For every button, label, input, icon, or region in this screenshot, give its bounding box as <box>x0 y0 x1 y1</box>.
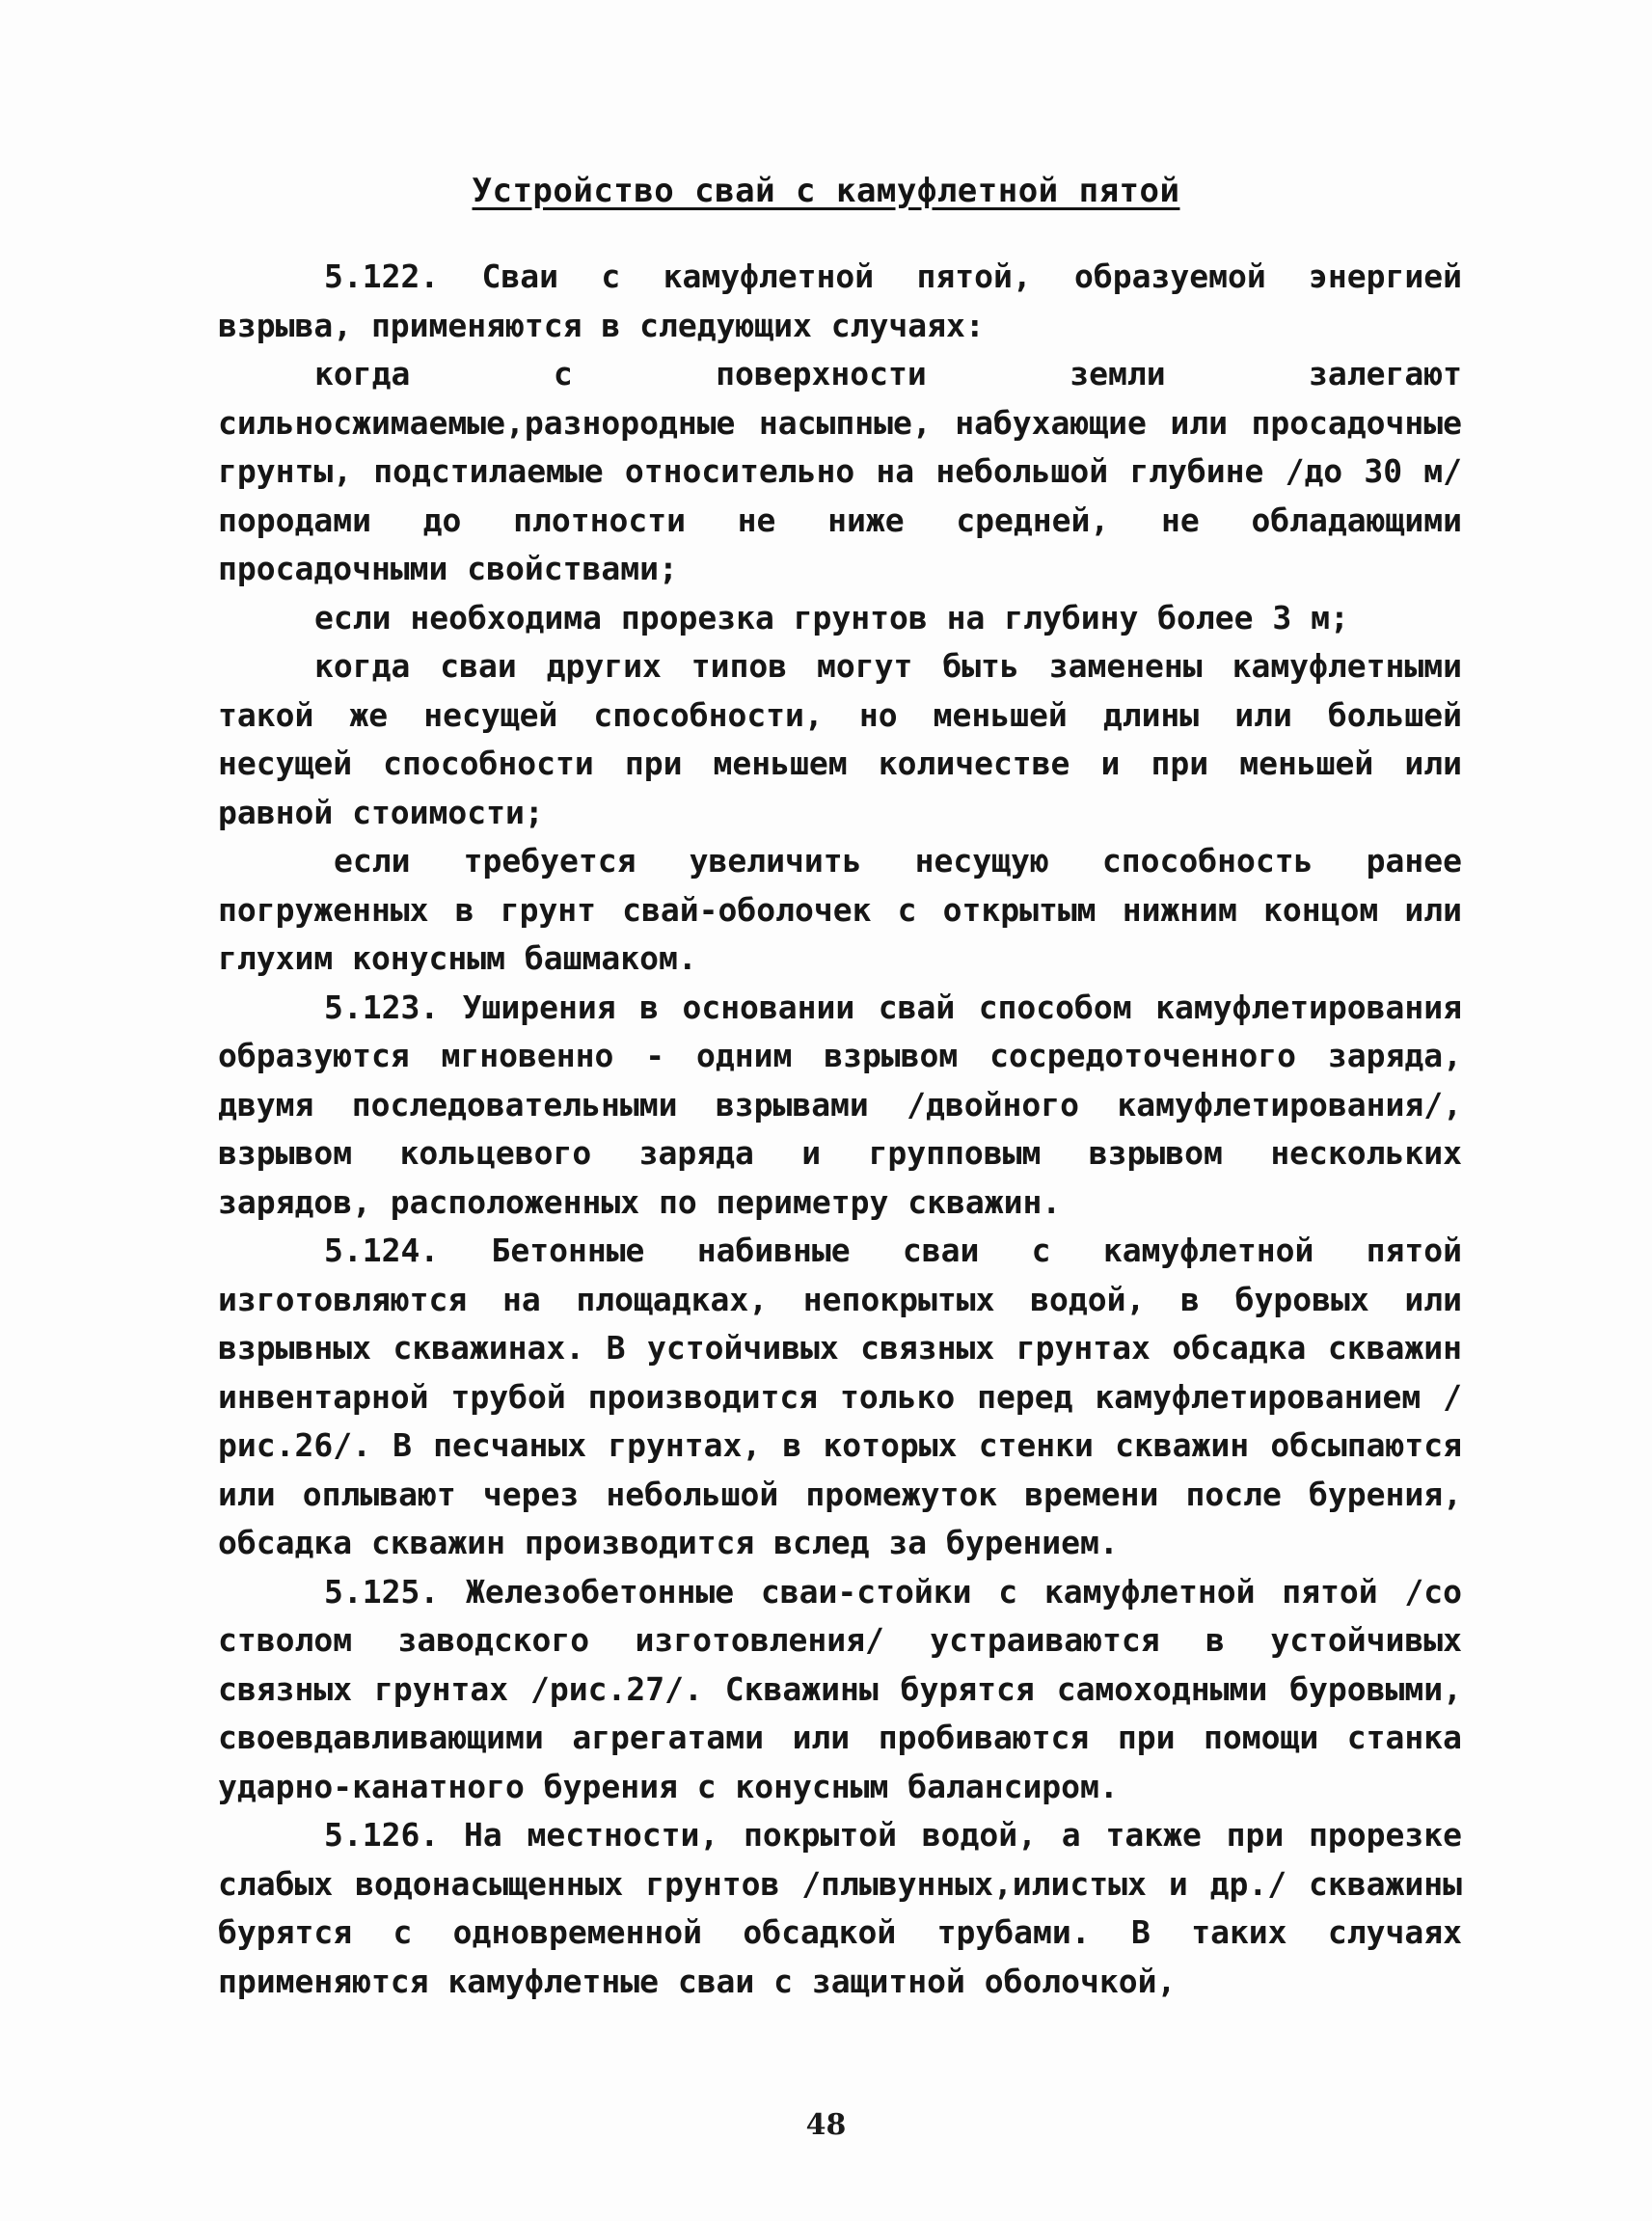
paragraph-case-depth: если необходима прорезка грунтов на глубину более 3 м; <box>314 598 1349 637</box>
paragraph-5-122: 5.122. Сваи с камуфлетной пятой, образуемой энергией взрыва, применяются в следующих случаях: <box>218 257 1462 344</box>
section-title: Устройство свай с камуфлетной пятой <box>472 172 1180 210</box>
paragraph-case-capacity-increase: если требуется увеличить несущую способность ранее погруженных в грунт свай-оболочек с открытым нижним концом или глухим конусным башмаком. <box>218 842 1462 977</box>
body-text <box>218 253 1462 2006</box>
paragraph-5-123: 5.123. Уширения в основании свай способом камуфлетирования образуются мгновенно - одним взрывом сосредоточенного заряда, двумя последовательными взрывами /двойного камуфлетирования/, взрывом кольцевого заряда и групповым взрывом нескольких зарядов, расположенных по периметру скважин. <box>218 988 1462 1221</box>
paragraph-case-soft-soils: когда с поверхности земли залегают сильносжимаемые,разнородные насыпные, набухающие или просадочные грунты, подстилаемые относительно на небольшой глубине /до 30 м/ породами до плотности не ниже средней, не обладающими просадочными свойствами; <box>218 355 1462 587</box>
page-number: 48 <box>805 2108 847 2142</box>
paragraph-case-replacement: когда сваи других типов могут быть заменены камуфлетными такой же несущей способности, но меньшей длины или большей несущей способности при меньшем количестве и при меньшей или равной стоимости; <box>218 647 1462 831</box>
paragraph-5-125: 5.125. Железобетонные сваи-стойки с камуфлетной пятой /со стволом заводского изготовления/ устраиваются в устойчивых связных грунтах /рис.27/. Скважины бурятся самоходными буровыми, своевдавливающими агрегатами или пробиваются при помощи станка ударно-канатного бурения с конусным балансиром. <box>218 1572 1462 1805</box>
paragraph-5-124: 5.124. Бетонные набивные сваи с камуфлетной пятой изготовляются на площадках, непокрытых водой, в буровых или взрывных скважинах. В устойчивых связных грунтах обсадка скважин инвентарной трубой производится только перед камуфлетированием /рис.26/. В песчаных грунтах, в которых стенки скважин обсыпаются или оплывают через небольшой промежуток времени после бурения, обсадка скважин производится вслед за бурением. <box>218 1232 1462 1561</box>
paragraph-5-126: 5.126. На местности, покрытой водой, а также при прорезке слабых водонасыщенных грунтов /плывунных,илистых и др./ скважины бурятся с одновременной обсадкой трубами. В таких случаях применяются камуфлетные сваи с защитной оболочкой, <box>218 1816 1462 2000</box>
